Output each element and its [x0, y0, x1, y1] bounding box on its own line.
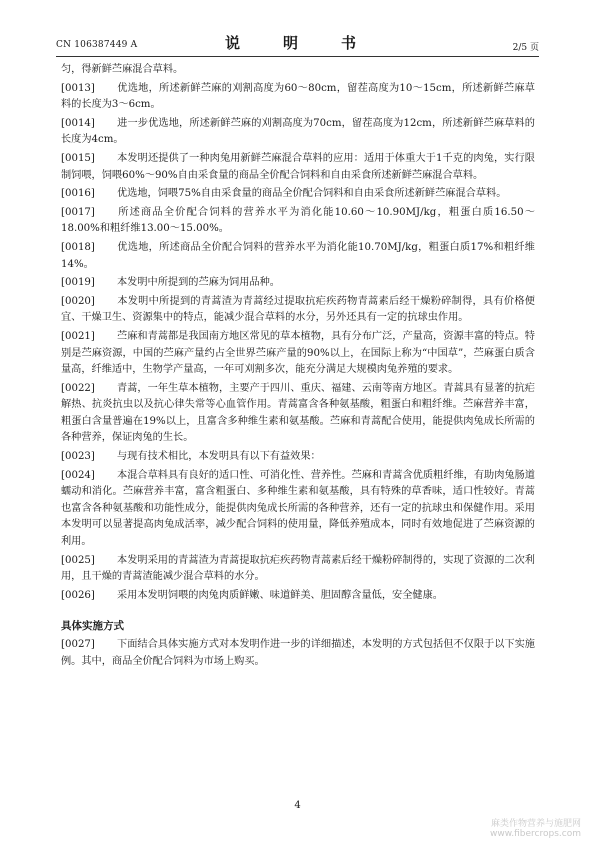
paragraph-text: 本发明中所提到的苎麻为饲用品种。	[117, 277, 280, 289]
paragraph-number: [0026]	[61, 589, 95, 601]
paragraph-text: 所述商品全价配合饲料的营养水平为消化能10.60～10.90MJ/kg，粗蛋白质16.50～18.00%和粗纤维13.00～15.00%。	[61, 206, 535, 235]
paragraph	[61, 468, 535, 551]
paragraph	[61, 186, 535, 203]
paragraph-text: 优选地，饲喂75%自由采食量的商品全价配合饲料和自由采食所述新鲜苎麻混合草料。	[117, 188, 507, 200]
paragraph-text: 进一步优选地，所述新鲜苎麻的刈割高度为70cm，留茬高度为12cm，所述新鲜苎麻草料的长度为4cm。	[61, 117, 535, 146]
paragraph-text: 本发明还提供了一种肉兔用新鲜苎麻混合草料的应用：适用于体重大于1千克的肉兔，实行限制饲喂，饲喂60%～90%自由采食量的商品全价配合饲料和自由采食所述新鲜苎麻混合草料。	[61, 152, 535, 181]
page-header	[56, 30, 539, 57]
page-title: 说 明 书	[224, 34, 370, 52]
paragraph	[61, 151, 535, 184]
paragraph-number: [0014]	[61, 117, 95, 129]
paragraph-number: [0023]	[61, 451, 95, 463]
paragraph-text: 下面结合具体实施方式对本发明作进一步的详细描述，本发明的方式包括但不仅限于以下实施例。其中，商品全价配合饲料为市场上购买。	[61, 639, 535, 667]
watermark-url: www.fibercrops.com	[490, 829, 581, 839]
paragraph	[61, 81, 535, 114]
paragraph-number: [0017]	[61, 206, 95, 218]
paragraph-number: [0016]	[61, 188, 95, 200]
paragraph	[61, 637, 535, 670]
paragraph-text: 采用本发明饲喂的肉兔肉质鲜嫩、味道鲜美、胆固醇含量低，安全健康。	[117, 589, 443, 601]
paragraph-number: [0020]	[61, 295, 95, 307]
watermark	[490, 819, 581, 839]
section-heading: 具体实施方式	[61, 620, 124, 633]
paragraph-list	[61, 62, 535, 604]
paragraph	[61, 294, 535, 327]
paragraph	[61, 205, 535, 238]
paragraph	[61, 449, 535, 466]
paragraph-list-after	[61, 637, 535, 670]
paragraph-number: [0018]	[61, 241, 95, 253]
paragraph	[61, 240, 535, 273]
paragraph-text: 苎麻和青蒿都是我国南方地区常见的草本植物，具有分布广泛，产量高，资源丰富的特点。特别是苎麻资源，中国的苎麻产量约占全世界苎麻产量的90%以上，在国际上称为“中国草”，苎麻蛋白质含量高，纤维适中，生物学产量高，一年可刈割多次，能充分满足大规模肉兔养殖的要求。	[61, 330, 535, 376]
document-body	[61, 62, 535, 672]
paragraph	[61, 116, 535, 149]
paragraph-number: [0024]	[61, 469, 95, 481]
paragraph-text: 本混合草料具有良好的适口性、可消化性、营养性。苎麻和青蒿含优质粗纤维，有助肉兔肠道蠕动和消化。苎麻营养丰富，富含粗蛋白、多种维生素和氨基酸，具有特殊的草香味，适口性较好。青蒿也富含各种氨基酸和功能性成分，能提供肉兔成长所需的各种营养，还有一定的抗球虫和保健作用。采用本发明可以显著提高肉兔成活率，减少配合饲料的使用量，降低养殖成本，同时有效地促进了苎麻资源的利用。	[61, 469, 535, 548]
paragraph-text: 与现有技术相比，本发明具有以下有益效果：	[117, 451, 321, 463]
paragraph-number: [0019]	[61, 277, 95, 289]
paragraph	[61, 381, 535, 447]
paragraph-text: 本发明采用的青蒿渣为青蒿提取抗疟疾药物青蒿素后经干燥粉碎制得的，实现了资源的二次利用，且干燥的青蒿渣能减少混合草料的水分。	[61, 554, 535, 583]
paragraph	[61, 62, 535, 79]
watermark-line: 麻类作物营养与施肥网	[490, 819, 581, 829]
paragraph-number: [0025]	[61, 554, 95, 566]
document-number: CN 106387449 A	[56, 40, 138, 50]
paragraph	[61, 588, 535, 605]
paragraph	[61, 329, 535, 379]
page-number: 4	[294, 800, 301, 811]
paragraph	[61, 553, 535, 586]
paragraph-number: [0013]	[61, 82, 95, 94]
paragraph-text: 匀，得新鲜苎麻混合草料。	[61, 64, 184, 75]
paragraph-number: [0027]	[61, 639, 95, 650]
paragraph-text: 本发明中所提到的青蒿渣为青蒿经过提取抗疟疾药物青蒿素后经干燥粉碎制得，具有价格便宜、干燥卫生、资源集中的特点，能减少混合草料的水分，另外还具有一定的抗球虫作用。	[61, 295, 535, 324]
page-fraction: 2/5 页	[512, 43, 539, 53]
paragraph-number: [0015]	[61, 152, 95, 164]
paragraph-number: [0022]	[61, 382, 95, 394]
paragraph	[61, 275, 535, 292]
paragraph-text: 优选地，所述商品全价配合饲料的营养水平为消化能10.70MJ/kg，粗蛋白质17%和粗纤维14%。	[61, 241, 535, 270]
paragraph-text: 优选地，所述新鲜苎麻的刈割高度为60～80cm，留茬高度为10～15cm，所述新鲜苎麻草料的长度为3～6cm。	[61, 82, 535, 111]
paragraph-text: 青蒿，一年生草本植物，主要产于四川、重庆、福建、云南等南方地区。青蒿具有显著的抗疟解热、抗炎抗虫以及抗心律失常等心血管作用。青蒿富含各种氨基酸，粗蛋白和粗纤维。苎麻营养丰富，粗蛋白含量普遍在19%以上，且富含多种维生素和氨基酸。苎麻和青蒿配合使用，能提供肉兔成长所需的各种营养，保证肉兔的生长。	[61, 382, 535, 444]
paragraph-number: [0021]	[61, 330, 95, 342]
